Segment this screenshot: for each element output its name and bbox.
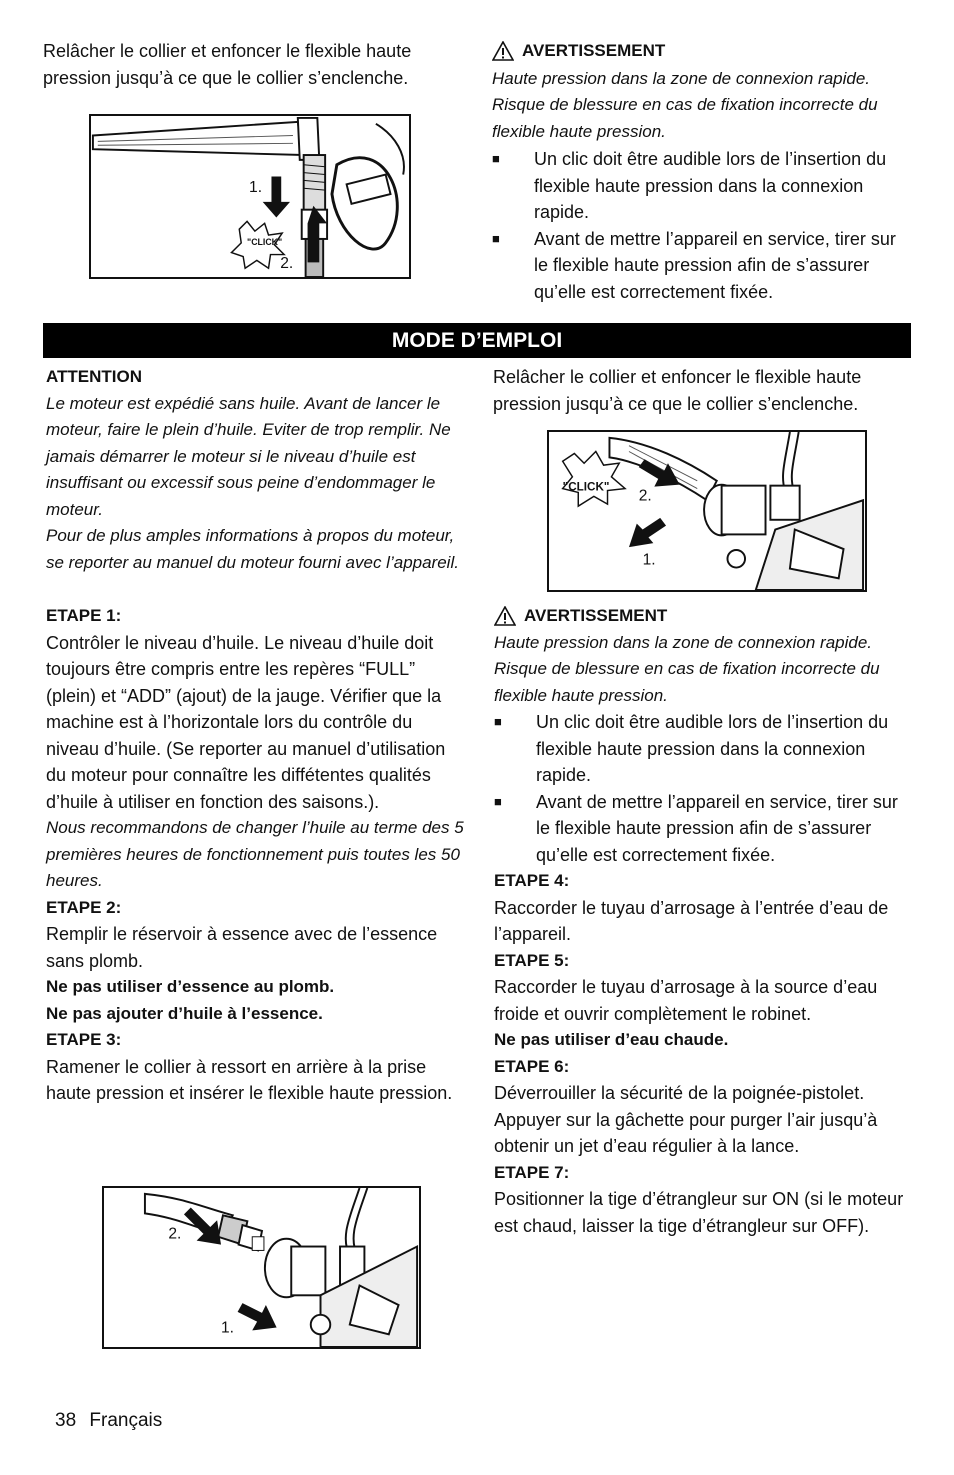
attention-text-2: Pour de plus amples informations à propos du moteur, se reporter au manuel du moteur fourni avec l’appareil.: [46, 526, 459, 572]
figure-pump-connection-right: [547, 430, 867, 592]
warning-title: AVERTISSEMENT: [524, 606, 668, 625]
warning-text: Haute pression dans la zone de connexion rapide. Risque de blessure en cas de fixation incorrecte du flexible haute pression.: [494, 632, 880, 705]
etape3-text: Ramener le collier à ressort en arrière à la prise haute pression et insérer le flexible haute pression.: [46, 1056, 453, 1103]
intro-text-right: Relâcher le collier et enfoncer le flexible haute pression jusqu’à ce que le collier s’enclenche.: [493, 367, 862, 414]
etape4-text: Raccorder le tuyau d’arrosage à l’entrée d’eau de l’appareil.: [494, 897, 889, 944]
click-label: "CLICK": [562, 480, 610, 494]
figure-trigger-gun-connection: [89, 114, 411, 279]
etape6-title: ETAPE 6:: [494, 1056, 570, 1076]
bullet-text: Avant de mettre l’appareil en service, tirer sur le flexible haute pression afin de s’assurer qu’elle est correctement fixée.: [536, 791, 898, 865]
warning-bullet-2: [492, 226, 910, 306]
bullet-square-icon: ■: [492, 151, 500, 166]
warning-text: Haute pression dans la zone de connexion rapide. Risque de blessure en cas de fixation incorrecte du flexible haute pression.: [492, 68, 878, 141]
click-label: "CLICK": [247, 236, 283, 247]
etape1-title: ETAPE 1:: [46, 606, 122, 625]
bullet-text: Avant de mettre l’appareil en service, tirer sur le flexible haute pression afin de s’assurer qu’elle est correctement fixée.: [534, 228, 896, 302]
bullet-square-icon: ■: [492, 230, 500, 246]
warning-bullet-1: [492, 146, 910, 226]
intro-text-top-left: Relâcher le collier et enfoncer le flexible haute pression jusqu’à ce que le collier s’enclenche.: [43, 41, 412, 88]
etape7-title: ETAPE 7:: [494, 1162, 570, 1182]
figure-pump-connection-left: [102, 1186, 421, 1349]
etape2-title: ETAPE 2:: [46, 897, 122, 917]
figure-label-1: 1.: [249, 179, 263, 197]
etape5-text: Raccorder le tuyau d’arrosage à la source d’eau froide et ouvrir complètement le robinet.: [494, 977, 878, 1024]
page-number: 38: [55, 1410, 77, 1431]
etape5-warning: Ne pas utiliser d’eau chaude.: [494, 1030, 729, 1049]
warning-title: AVERTISSEMENT: [522, 41, 666, 60]
etape6-text: Déverrouiller la sécurité de la poignée-pistolet. Appuyer sur la gâchette pour purger l’air jusqu’à obtenir un jet d’eau régulier à la lance.: [494, 1083, 878, 1156]
page-footer: [55, 1408, 162, 1435]
footer-language: Français: [89, 1410, 163, 1431]
bullet-text: Un clic doit être audible lors de l’insertion du flexible haute pression dans la connexion rapide.: [536, 712, 889, 785]
warning-triangle-icon: [494, 606, 516, 626]
figure-label-2: 2.: [168, 1225, 182, 1243]
bullet-text: Un clic doit être audible lors de l’insertion du flexible haute pression dans la connexion rapide.: [534, 149, 887, 222]
etape2-warning-2: Ne pas ajouter d’huile à l’essence.: [46, 1003, 323, 1023]
etape1-note: Nous recommandons de changer l’huile au terme des 5 premières heures de fonctionnement puis toutes les 50 heures.: [46, 818, 464, 890]
warning-block-top: [492, 38, 910, 305]
bullet-square-icon: ■: [494, 793, 502, 809]
pump-inlet-illustration: [549, 432, 865, 590]
attention-title: ATTENTION: [46, 367, 143, 386]
etape1-text: Contrôler le niveau d’huile. Le niveau d’huile doit toujours être compris entre les repères “FULL” (plein) et “ADD” (ajout) de la jauge. Vérifier que la machine est à l’horizontale lors du contrôle du niveau d’huile. (Se reporter au manuel d’utilisation du moteur pour connaître les diffétentes qualités d’huile à utiliser en fonction des saisons.).: [46, 632, 446, 812]
warning-heading: [492, 38, 910, 65]
warning-heading: [494, 603, 912, 630]
attention-text: Le moteur est expédié sans huile. Avant de lancer le moteur, faire le plein d’huile. Eviter de trop remplir. Ne jamais démarrer le moteur si le niveau d’huile est insuffisant ou excessif sous peine d’endommager le moteur.: [46, 393, 451, 519]
figure-label-1: 1.: [221, 1319, 235, 1337]
warning-bullet-1: [494, 709, 912, 789]
warning-triangle-icon: [492, 41, 514, 61]
etape7-text: Positionner la tige d’étrangleur sur ON (si le moteur est chaud, laisser la tige d’étrangleur sur OFF).: [494, 1189, 904, 1236]
figure-label-2: 2.: [280, 255, 294, 273]
warning-bullet-2: [494, 789, 912, 869]
figure-label-2: 2.: [638, 487, 652, 505]
etape4-title: ETAPE 4:: [494, 871, 570, 890]
section-banner: MODE D’EMPLOI: [43, 323, 911, 358]
etape2-text: Remplir le réservoir à essence avec de l’essence sans plomb.: [46, 924, 438, 971]
bullet-square-icon: ■: [494, 714, 502, 729]
etape3-title: ETAPE 3:: [46, 1030, 122, 1049]
right-column: [494, 603, 912, 1239]
left-column: [46, 364, 468, 1107]
trigger-gun-illustration: [91, 116, 409, 277]
etape2-warning-1: Ne pas utiliser d’essence au plomb.: [46, 977, 335, 996]
pump-outlet-illustration: [104, 1188, 419, 1347]
etape5-title: ETAPE 5:: [494, 950, 570, 970]
figure-label-1: 1.: [642, 551, 656, 569]
